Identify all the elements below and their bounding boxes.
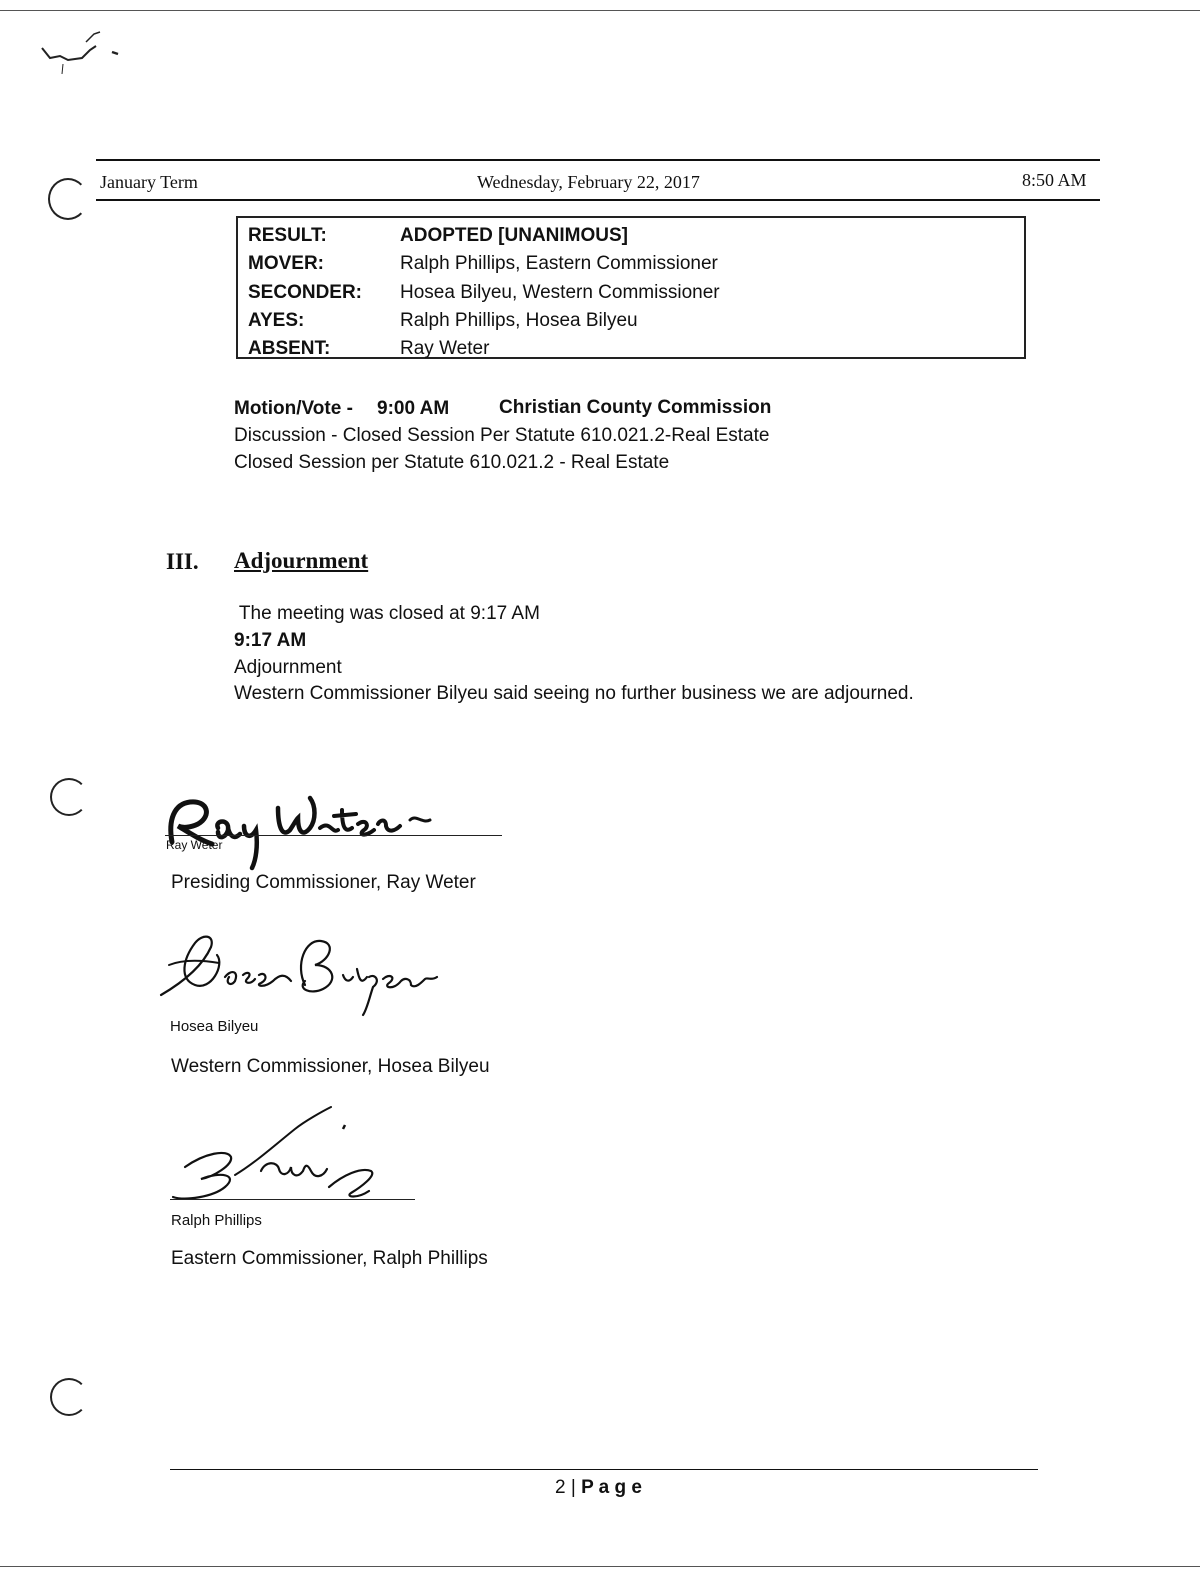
adjournment-closed-line: The meeting was closed at 9:17 AM bbox=[234, 603, 540, 624]
signature-ray-weter bbox=[160, 790, 460, 870]
vote-label: ABSENT: bbox=[248, 338, 331, 359]
motion-label: Motion/Vote - bbox=[234, 398, 353, 419]
vote-value: Ralph Phillips, Eastern Commissioner bbox=[400, 253, 718, 274]
vote-value: Ray Weter bbox=[400, 338, 490, 359]
binder-hole-top bbox=[48, 178, 88, 220]
page-word: P a g e bbox=[581, 1477, 642, 1498]
header-term: January Term bbox=[100, 172, 198, 192]
scan-top-border bbox=[0, 10, 1200, 11]
page-separator: | bbox=[570, 1477, 576, 1498]
vote-value: Ralph Phillips, Hosea Bilyeu bbox=[400, 310, 638, 331]
motion-closed-session: Closed Session per Statute 610.021.2 - Real Estate bbox=[234, 452, 670, 473]
motion-time: 9:00 AM bbox=[377, 398, 450, 419]
vote-value: Hosea Bilyeu, Western Commissioner bbox=[400, 282, 720, 303]
signature-printed-name: Ralph Phillips bbox=[171, 1212, 262, 1229]
adjournment-time: 9:17 AM bbox=[234, 630, 307, 651]
vote-label: SECONDER: bbox=[248, 282, 363, 303]
signature-title: Western Commissioner, Hosea Bilyeu bbox=[171, 1056, 490, 1077]
signature-title: Presiding Commissioner, Ray Weter bbox=[171, 872, 476, 893]
adjournment-statement: Western Commissioner Bilyeu said seeing no further business we are adjourned. bbox=[234, 683, 914, 704]
page-footer bbox=[555, 1477, 642, 1499]
section-title: Adjournment bbox=[234, 548, 369, 573]
vote-label: RESULT: bbox=[248, 225, 327, 246]
binder-hole-middle bbox=[50, 778, 88, 816]
signature-line-ralph-phillips bbox=[170, 1199, 415, 1200]
header-time: 8:50 AM bbox=[1022, 170, 1087, 190]
signature-title: Eastern Commissioner, Ralph Phillips bbox=[171, 1248, 488, 1269]
signature-line-ray-weter bbox=[165, 835, 502, 836]
motion-discussion: Discussion - Closed Session Per Statute 610.021.2-Real Estate bbox=[234, 425, 770, 446]
vote-value: ADOPTED [UNANIMOUS] bbox=[400, 225, 628, 246]
signature-printed-name: Hosea Bilyeu bbox=[170, 1018, 259, 1035]
binder-hole-bottom bbox=[50, 1378, 88, 1416]
scan-bottom-border bbox=[0, 1566, 1200, 1567]
signature-hosea-bilyeu bbox=[155, 925, 455, 1015]
header-date: Wednesday, February 22, 2017 bbox=[477, 172, 700, 192]
header-top-rule bbox=[96, 159, 1100, 161]
adjournment-label: Adjournment bbox=[234, 657, 342, 678]
vote-label: AYES: bbox=[248, 310, 305, 331]
signature-ralph-phillips bbox=[165, 1105, 425, 1205]
footer-rule bbox=[170, 1469, 1038, 1470]
vote-label: MOVER: bbox=[248, 253, 324, 274]
signature-printed-name: Ray Weter bbox=[166, 838, 223, 852]
vote-result-box bbox=[236, 216, 1026, 359]
header-bottom-rule bbox=[96, 199, 1100, 201]
scan-smudge-mark bbox=[38, 28, 138, 83]
motion-body: Christian County Commission bbox=[499, 397, 772, 418]
section-numeral: III. bbox=[166, 549, 199, 574]
page-number: 2 bbox=[555, 1477, 566, 1498]
